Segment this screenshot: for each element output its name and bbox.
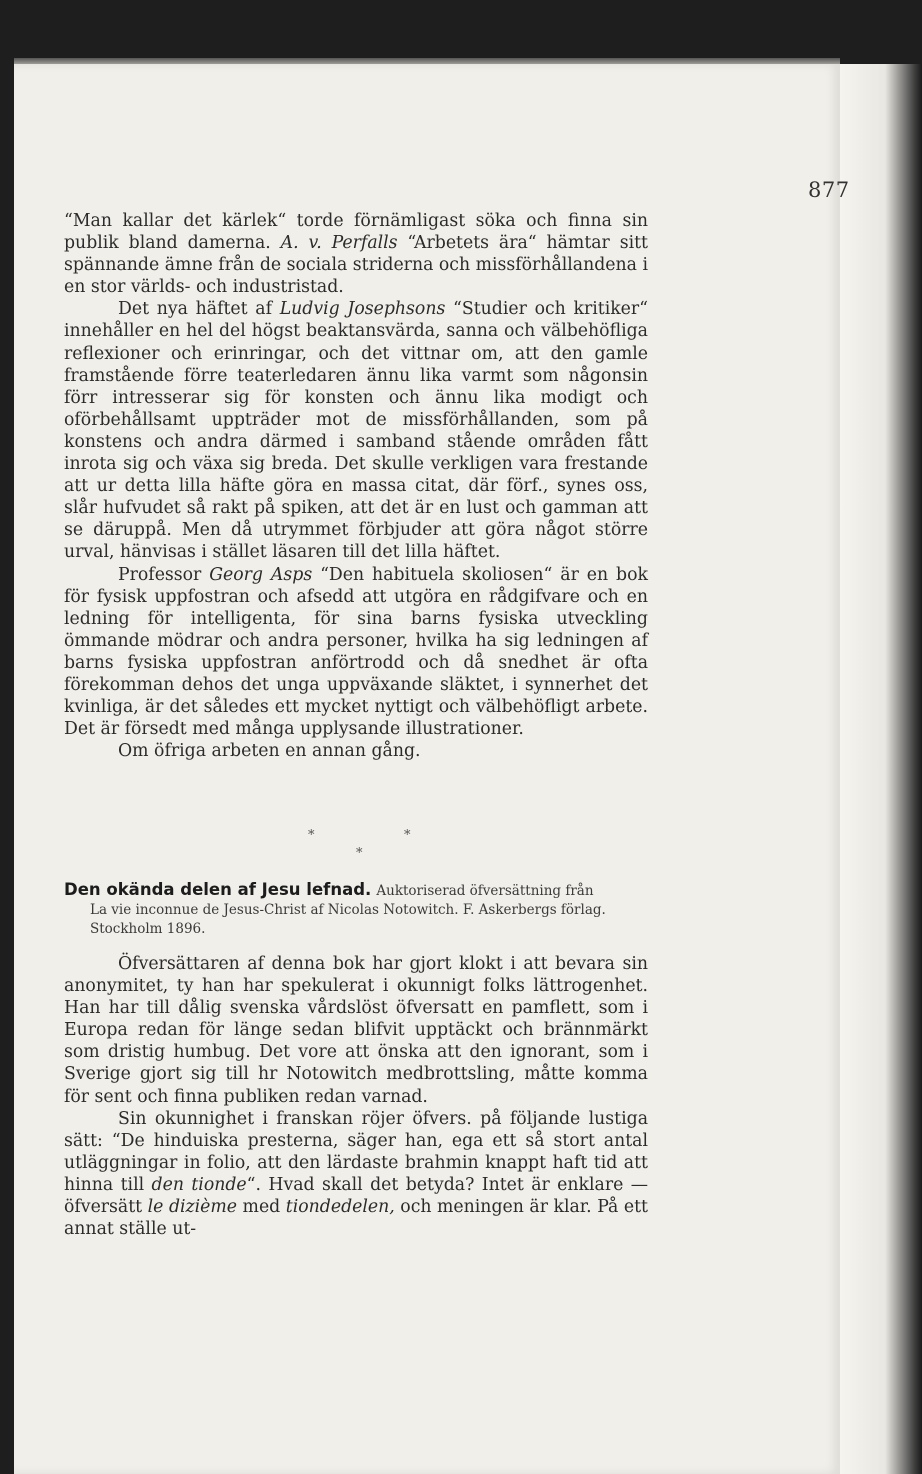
body-text: [64, 210, 648, 762]
separator-star-left: *: [308, 828, 315, 843]
body-paragraph: Professor Georg Asps “Den habituela skoliosen“ är en bok för fysisk uppfostran och afsedd att utgöra en rådgifvare och en ledning för intelligenta, för sina barns fysiska utveckling ömmande mödrar och andra personer, hvilka ha sig ledningen af barns fysiska uppfostran anförtrodd och då snedhet är ofta förekomman dehos det unga uppväxande släktet, i synnerhet det kvinliga, är det således ett mycket nyttigt och välbehöfligt arbete. Det är försedt med många upplysande illustrationer.: [64, 564, 648, 740]
review-italic-name: den tionde: [151, 1174, 247, 1195]
review-heading: [64, 880, 648, 939]
body-italic-name: Georg Asps: [209, 564, 313, 585]
review-title: Den okända delen af Jesu lefnad.: [64, 880, 372, 899]
separator-star-right: *: [404, 828, 411, 843]
review-meta-line2: La vie inconnue de Jesus-Christ af Nicolas Notowitch. F. Askerbergs förlag. Stockholm 1896.: [90, 902, 606, 937]
page-number: 877: [808, 178, 850, 202]
review-paragraph: Öfversättaren af denna bok har gjort klokt i att bevara sin anonymitet, ty han har spekulerat i okunnigt folks lättrogenhet. Han har till dålig svenska vårdslöst öfversatt en pamflett, som i Europa redan för länge sedan blifvit upptäckt och brännmärkt som dristig humbug. Det vore att önska att den ignorant, som i Sverige gjort sig till hr Notowitch medbrottsling, måtte komma för sent och finna publiken redan varnad.: [64, 954, 648, 1107]
body-paragraph: Det nya häftet af Ludvig Josephsons “Studier och kritiker“ innehåller en hel del högst beaktansvärda, sanna och välbehöfliga reflexioner och erinringar, och det vittnar om, att den gamle framstående förre teaterledaren ännu lika varmt som någonsin förr intresserar sig för konsten och ännu lika modigt och oförbehållsamt uppträder mot de missförhållanden, som på konstens och andra därmed i samband stående områden fått inrota sig och växa sig breda. Det skulle verkligen vara frestande att ur detta lilla häfte göra en massa citat, där förf., synes oss, slår hufvudet så rakt på spiken, att det är en lust och gamman att se däruppå. Men då utrymmet förbjuder att göra något större urval, hänvisas i stället läsaren till det lilla häftet.: [64, 299, 649, 563]
review-meta-line1: Auktoriserad öfversättning från: [376, 883, 594, 899]
review-italic-name: tiondedelen,: [285, 1197, 395, 1218]
review-italic-name: le dizième: [147, 1197, 238, 1218]
body-paragraph: Om öfriga arbeten en annan gång.: [118, 741, 421, 762]
page-gutter-edge: [840, 64, 922, 1474]
separator-star-center: *: [356, 846, 363, 861]
body-italic-name: Ludvig Josephsons: [279, 299, 446, 320]
review-body: [64, 953, 648, 1240]
review-section: [64, 880, 648, 1240]
body-paragraph: “Man kallar det kärlek“ torde förnämligast söka och finna sin publik bland damerna. A. v. Perfalls “Arbetets ära“ hämtar sitt spännande ämne från de sociala striderna och missförhållandena i en stor världs- och industristad.: [64, 211, 648, 298]
body-italic-name: A. v. Perfalls: [280, 233, 398, 254]
review-paragraph: Sin okunnighet i franskan röjer öfvers. på följande lustiga sätt: “De hinduiska presterna, säger han, ega ett så stort antal utläggningar in folio, att den lärdaste brahmin knappt haft tid att hinna till den tionde“. Hvad skall det betyda? Intet är enklare — öfversätt le dizième med tiondedelen, och meningen är klar. På ett annat ställe ut-: [64, 1108, 649, 1240]
